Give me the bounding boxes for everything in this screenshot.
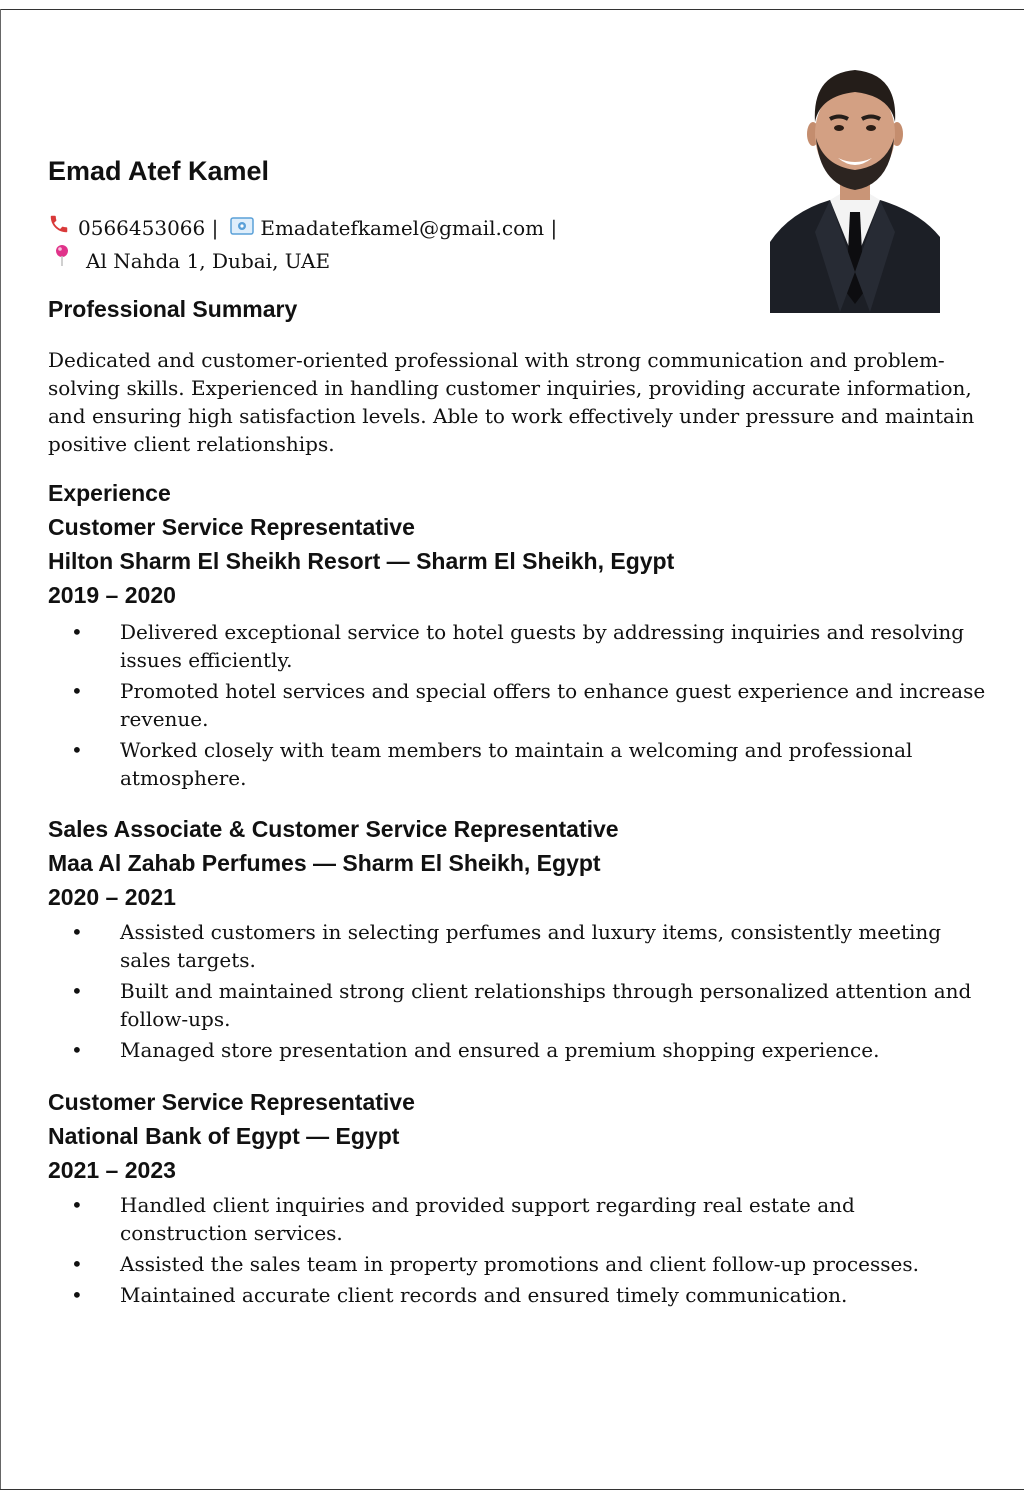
- job-3-company: National Bank of Egypt — Egypt: [48, 1123, 400, 1149]
- list-item: • Managed store presentation and ensured a premium shopping experience.: [48, 1036, 988, 1064]
- job-1-bullets: [48, 618, 988, 795]
- summary-text: Dedicated and customer-oriented professional with strong communication and problem-solving skills. Experienced in handling customer inquiries, providing accurate information, and ensuring high satisfaction levels. Able to work effectively under pressure and maintain positive client relationships.: [48, 348, 975, 456]
- profile-photo: [770, 62, 940, 313]
- list-item: • Maintained accurate client records and ensured timely communication.: [48, 1281, 988, 1309]
- job-2-company: Maa Al Zahab Perfumes — Sharm El Sheikh, Egypt: [48, 850, 601, 876]
- summary-heading: Professional Summary: [48, 296, 298, 322]
- list-item: • Assisted customers in selecting perfumes and luxury items, consistently meeting sales targets.: [48, 918, 988, 974]
- job-3-role: Customer Service Representative: [48, 1089, 415, 1115]
- job-1-role: Customer Service Representative: [48, 514, 415, 540]
- contact-info: [48, 212, 557, 277]
- list-item: • Handled client inquiries and provided support regarding real estate and construction services.: [48, 1191, 988, 1247]
- email-icon: [230, 212, 260, 244]
- job-3-bullets: [48, 1191, 988, 1312]
- job-1-company: Hilton Sharm El Sheikh Resort — Sharm El Sheikh, Egypt: [48, 548, 675, 574]
- email-address: Emadatefkamel@gmail.com |: [260, 216, 558, 240]
- list-item: • Built and maintained strong client relationships through personalized attention and follow-ups.: [48, 977, 988, 1033]
- list-item: • Worked closely with team members to maintain a welcoming and professional atmosphere.: [48, 736, 988, 792]
- list-item: • Promoted hotel services and special offers to enhance guest experience and increase revenue.: [48, 677, 988, 733]
- page-top-border: [0, 9, 1024, 10]
- job-2-role: Sales Associate & Customer Service Representative: [48, 816, 619, 842]
- list-item: • Delivered exceptional service to hotel guests by addressing inquiries and resolving issues efficiently.: [48, 618, 988, 674]
- job-2-dates: 2020 – 2021: [48, 884, 176, 910]
- contact-row-address: [48, 244, 557, 277]
- experience-heading: Experience: [48, 480, 171, 506]
- job-2-bullets: [48, 918, 988, 1067]
- page-left-border: [0, 9, 1, 1489]
- phone-number: 0566453066 |: [78, 216, 219, 240]
- list-item: • Assisted the sales team in property promotions and client follow-up processes.: [48, 1250, 988, 1278]
- phone-icon: [48, 212, 78, 244]
- home-address: Al Nahda 1, Dubai, UAE: [86, 248, 331, 273]
- job-3-dates: 2021 – 2023: [48, 1157, 176, 1183]
- candidate-name: Emad Atef Kamel: [48, 156, 270, 186]
- job-1-dates: 2019 – 2020: [48, 582, 176, 608]
- location-pin-icon: [48, 244, 86, 277]
- contact-row-phone-email: [48, 212, 557, 244]
- page-bottom-border: [0, 1489, 1024, 1490]
